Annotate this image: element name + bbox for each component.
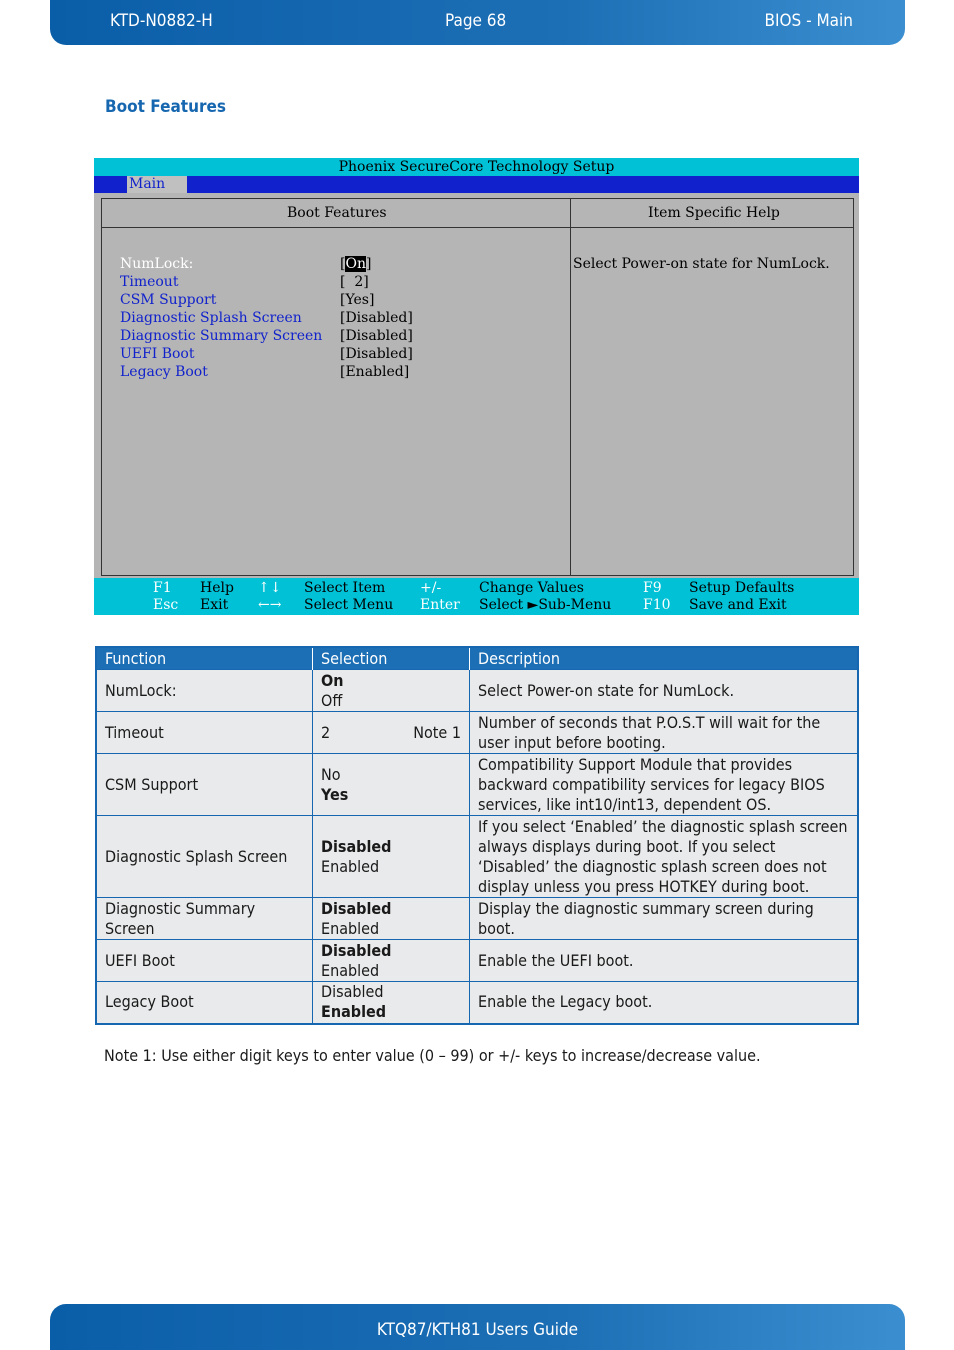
bios-value-diag-summary[interactable]: [Disabled] [340,328,413,344]
option-default: Disabled [321,836,392,856]
key-updown-desc: Select Item [304,580,386,596]
bios-value-diag-splash[interactable]: [Disabled] [340,310,413,326]
key-enter-desc: Select ►Sub-Menu [479,597,612,613]
key-f10-desc: Save and Exit [689,597,787,613]
option-default: Yes [321,784,349,804]
cell-selection [313,816,470,898]
option: No [321,764,341,784]
key-updown: ↑↓ [258,580,282,596]
option-default: Disabled [321,940,392,960]
bios-value-csm-support[interactable]: [Yes] [340,292,375,308]
cell-selection [313,940,470,982]
key-leftright-desc: Select Menu [304,597,394,613]
bios-help-text: Select Power-on state for NumLock. [573,256,830,272]
cell-description: If you select ‘Enabled’ the diagnostic splash screen always displays during boot. If you select ‘Disabled’ the diagnostic splash screen does not display unless you press HOTKEY during boot. [470,816,859,898]
cell-function: NumLock: [96,670,313,712]
key-leftright: ←→ [258,597,282,613]
document-id: KTD-N0882-H [110,11,213,31]
key-f1: F1 [153,580,172,596]
bios-item-diag-splash[interactable]: Diagnostic Splash Screen [120,310,302,326]
cell-function: UEFI Boot [96,940,313,982]
table-row [96,982,858,1024]
section-name: BIOS - Main [764,11,853,31]
table-row [96,670,858,712]
table-row [96,940,858,982]
option: Enabled [321,960,380,980]
table-row [96,898,858,940]
numlock-highlight: On [345,256,366,272]
header-function: Function [96,647,313,670]
option: Enabled [321,918,380,938]
option: Disabled [321,982,384,1002]
bios-value-uefi-boot[interactable]: [Disabled] [340,346,413,362]
option-default: On [321,670,344,690]
panel-header-divider [102,227,853,228]
bios-menubar [94,176,859,193]
cell-selection [313,982,470,1024]
guide-title: KTQ87/KTH81 Users Guide [376,1320,579,1340]
cell-selection [313,754,470,816]
note-reference: Note 1 [413,722,461,742]
settings-table [95,646,859,1025]
table-row [96,816,858,898]
cell-selection [313,712,470,754]
cell-description: Select Power-on state for NumLock. [470,670,859,712]
bios-value-timeout[interactable]: [ 2] [340,274,369,290]
section-title: Boot Features [105,97,226,117]
cell-description: Enable the Legacy boot. [470,982,859,1024]
bios-tab-main[interactable]: Main [127,176,187,193]
cell-selection [313,898,470,940]
key-esc: Esc [153,597,179,613]
page-footer [50,1304,905,1350]
cell-description: Compatibility Support Module that provides backward compatibility services for legacy BIOS services, like int10/int13, dependent OS. [470,754,859,816]
table-row [96,712,858,754]
item-help-heading: Item Specific Help [648,205,780,221]
key-f1-desc: Help [200,580,234,596]
cell-function: Diagnostic Splash Screen [96,816,313,898]
page-number: Page 68 [445,11,507,31]
table-row [96,754,858,816]
key-plusminus: +/- [420,580,442,596]
header-description: Description [470,647,859,670]
bios-value-numlock[interactable] [340,256,371,272]
header-selection: Selection [313,647,470,670]
option: Enabled [321,856,380,876]
cell-function: CSM Support [96,754,313,816]
table-header-row [96,647,858,670]
bios-title: Phoenix SecureCore Technology Setup [94,158,859,176]
option-default: Enabled [321,1002,387,1022]
bios-item-uefi-boot[interactable]: UEFI Boot [120,346,195,362]
cell-function: Diagnostic Summary Screen [96,898,313,940]
boot-features-heading: Boot Features [287,205,387,221]
footnote: Note 1: Use either digit keys to enter value (0 – 99) or +/- keys to increase/decrease value. [104,1046,761,1065]
option: 2 [321,722,331,742]
key-plusminus-desc: Change Values [479,580,584,596]
key-enter: Enter [420,597,460,613]
bios-value-legacy-boot[interactable]: [Enabled] [340,364,410,380]
bios-item-legacy-boot[interactable]: Legacy Boot [120,364,208,380]
key-f10: F10 [643,597,671,613]
bracket-open: [ [340,256,346,272]
bracket-close: ] [365,256,372,272]
bios-screenshot [94,158,859,615]
cell-function: Timeout [96,712,313,754]
cell-description: Number of seconds that P.O.S.T will wait for the user input before booting. [470,712,859,754]
cell-description: Enable the UEFI boot. [470,940,859,982]
cell-function: Legacy Boot [96,982,313,1024]
bios-item-numlock[interactable]: NumLock: [120,256,194,272]
bios-item-timeout[interactable]: Timeout [120,274,179,290]
bios-item-diag-summary[interactable]: Diagnostic Summary Screen [120,328,323,344]
cell-description: Display the diagnostic summary screen during boot. [470,898,859,940]
key-f9: F9 [643,580,662,596]
panel-divider [570,199,571,575]
page-header [50,0,905,45]
bios-panel [101,198,854,576]
cell-selection [313,670,470,712]
option-default: Disabled [321,898,392,918]
key-f9-desc: Setup Defaults [689,580,795,596]
bios-item-csm-support[interactable]: CSM Support [120,292,217,308]
key-esc-desc: Exit [200,597,229,613]
bios-key-legend [94,578,859,615]
option: Off [321,690,343,710]
